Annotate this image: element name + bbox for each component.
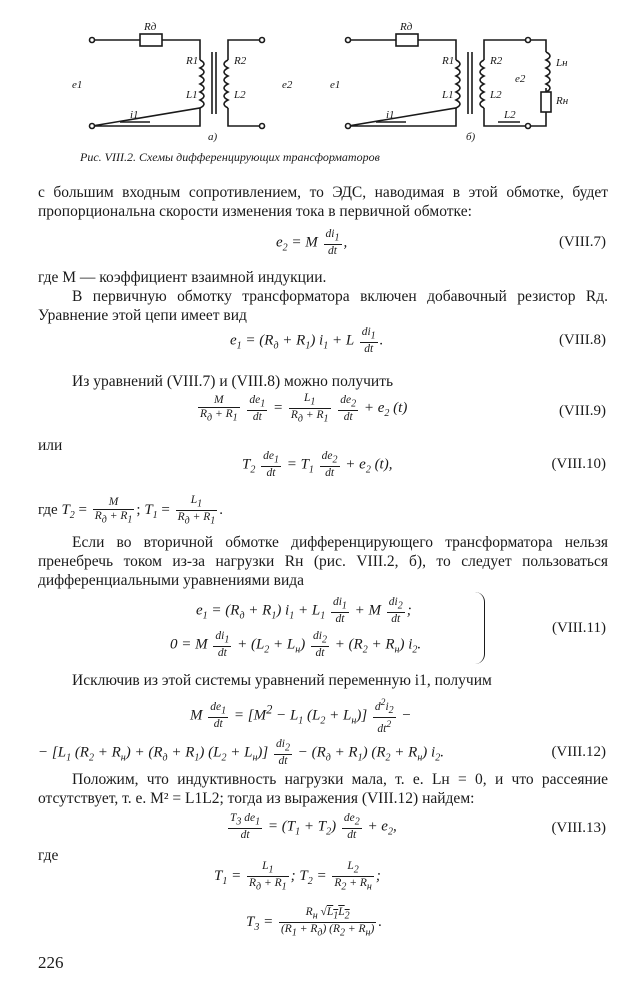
equation-13: $\frac{T_3 de_1}{dt}$ = $(T_1 + T_2)$ $\frac{de_2}{dt}$ + $e_2$, xyxy=(230,812,397,842)
paragraph-3: В первичную обмотку трансформатора включен добавочный резистор Rд. Уравнение этой цепи имеет вид xyxy=(38,288,608,324)
eqno-8: (VIII.8) xyxy=(558,332,606,348)
label-r1-b: R1 xyxy=(442,55,455,67)
paragraph-4: Из уравнений (VIII.7) и (VIII.8) можно получить xyxy=(72,373,394,390)
equation-8: $e_1 = (R_д + R_1) i_1 + L$ $\frac{di_1}{dt}$ . xyxy=(230,326,384,356)
eqno-10: (VIII.10) xyxy=(551,456,606,472)
equation-12a: M $\frac{de_1}{dt}$ = [$M^2 - L_1$ $(L_2 + L_н)$] $\frac{d^2i_2}{dt^2}$ − xyxy=(190,697,412,735)
label-a: а) xyxy=(208,131,218,143)
label-rd-b: Rд xyxy=(400,21,413,33)
equation-11a: $e_1 = (R_д + R_1) i_1 + L_1$ $\frac{di_1}{dt}$ + M $\frac{di_2}{dt}$ ; xyxy=(196,596,412,626)
circuit-figure xyxy=(0,0,630,150)
paragraph-7: Если во вторичной обмотке дифференцирующего трансформатора нельзя пренебречь током из-за нагрузки Rн (рис. VIII.2, б), то следует пользоваться дифференциальными уравнениями вида xyxy=(38,534,608,589)
label-l2-bottom-b: L2 xyxy=(504,109,516,121)
label-l2-a: L2 xyxy=(234,89,246,101)
label-r2-b: R2 xyxy=(490,55,503,67)
label-l2-b: L2 xyxy=(490,89,502,101)
eqno-9: (VIII.9) xyxy=(558,403,606,419)
label-i1-a: i1 xyxy=(130,109,139,121)
label-r2-a: R2 xyxy=(234,55,247,67)
paragraph-10: где xyxy=(38,847,59,864)
eqno-12: (VIII.12) xyxy=(551,744,606,760)
eqno-7: (VIII.7) xyxy=(558,234,606,250)
equation-11b: 0 = M $\frac{di_1}{dt}$ + $(L_2 + L_н)$ $\frac{di_2}{dt}$ + $(R_2 + R_н)$ $i_2$. xyxy=(170,630,422,660)
label-l1-b: L1 xyxy=(442,89,454,101)
paragraph-9: Положим, что индуктивность нагрузки мала, т. е. Lн = 0, и что рассеяние отсутствует, т. е. M² = L1L2; тогда из выражения (VIII.12) найдем: xyxy=(38,771,608,807)
label-e1-a: e1 xyxy=(72,79,83,91)
paragraph-2: где M — коэффициент взаимной индукции. xyxy=(38,269,327,286)
label-b: б) xyxy=(466,131,476,143)
label-i1-b: i1 xyxy=(386,109,395,121)
page-number: 226 xyxy=(38,953,64,972)
equation-9: $\frac{M}{R_д + R_1}$ $\frac{de_1}{dt}$ = $\frac{L_1}{R_д + R_1}$ $\frac{de_2}{dt}$ + $e_2$ (t) xyxy=(200,392,408,425)
label-rn-b: Rн xyxy=(556,95,569,107)
definition-t3: $T_3$ = $\frac{R_н √L_1L_2}{(R_1 + R_д) (R_2 + R_н)}$ . xyxy=(246,906,383,939)
figure-caption: Рис. VIII.2. Схемы дифференцирующих трансформаторов xyxy=(80,150,380,164)
label-r1-a: R1 xyxy=(186,55,199,67)
paragraph-8: Исключив из этой системы уравнений переменную i1, получим xyxy=(72,672,492,689)
definition-t-line: где $T_2$ = $\frac{M}{R_д + R_1}$ ; $T_1$ = $\frac{L_1}{R_д + R_1}$ . xyxy=(38,494,224,527)
paragraph-1: с большим входным сопротивлением, то ЭДС, наводимая в этой обмотке, будет пропорциональна скорости изменения тока в первичной обмотке: xyxy=(38,184,608,220)
label-rd-a: Rд xyxy=(144,21,157,33)
label-e1-b: e1 xyxy=(330,79,341,91)
equation-12b: − [$L_1$ $(R_2 + R_н) + (R_д + R_1) (L_2 + L_н)$] $\frac{di_2}{dt}$ − $(R_д + R_1) (R_2 + R_н)$ $i_2$. xyxy=(38,738,444,768)
where-word: где xyxy=(38,502,58,519)
label-l1-a: L1 xyxy=(186,89,198,101)
label-e2-a: e2 xyxy=(282,79,293,91)
definition-t1-t2: $T_1$ = $\frac{L_1}{R_д + R_1}$ ; $T_2$ = $\frac{L_2}{R_2 + R_н}$ ; xyxy=(214,860,381,893)
label-ln-b: Lн xyxy=(556,57,568,69)
label-e2-b: e2 xyxy=(515,73,526,85)
system-brace xyxy=(474,592,485,664)
eqno-11: (VIII.11) xyxy=(551,620,606,636)
eqno-13: (VIII.13) xyxy=(551,820,606,836)
paragraph-5: или xyxy=(38,437,63,454)
equation-10: $T_2$ $\frac{de_1}{dt}$ = $T_1$ $\frac{de_2}{dt}$ + $e_2$ (t), xyxy=(242,450,393,480)
equation-7: $e_2 = M$ $\frac{di_1}{dt}$ , xyxy=(276,228,348,258)
